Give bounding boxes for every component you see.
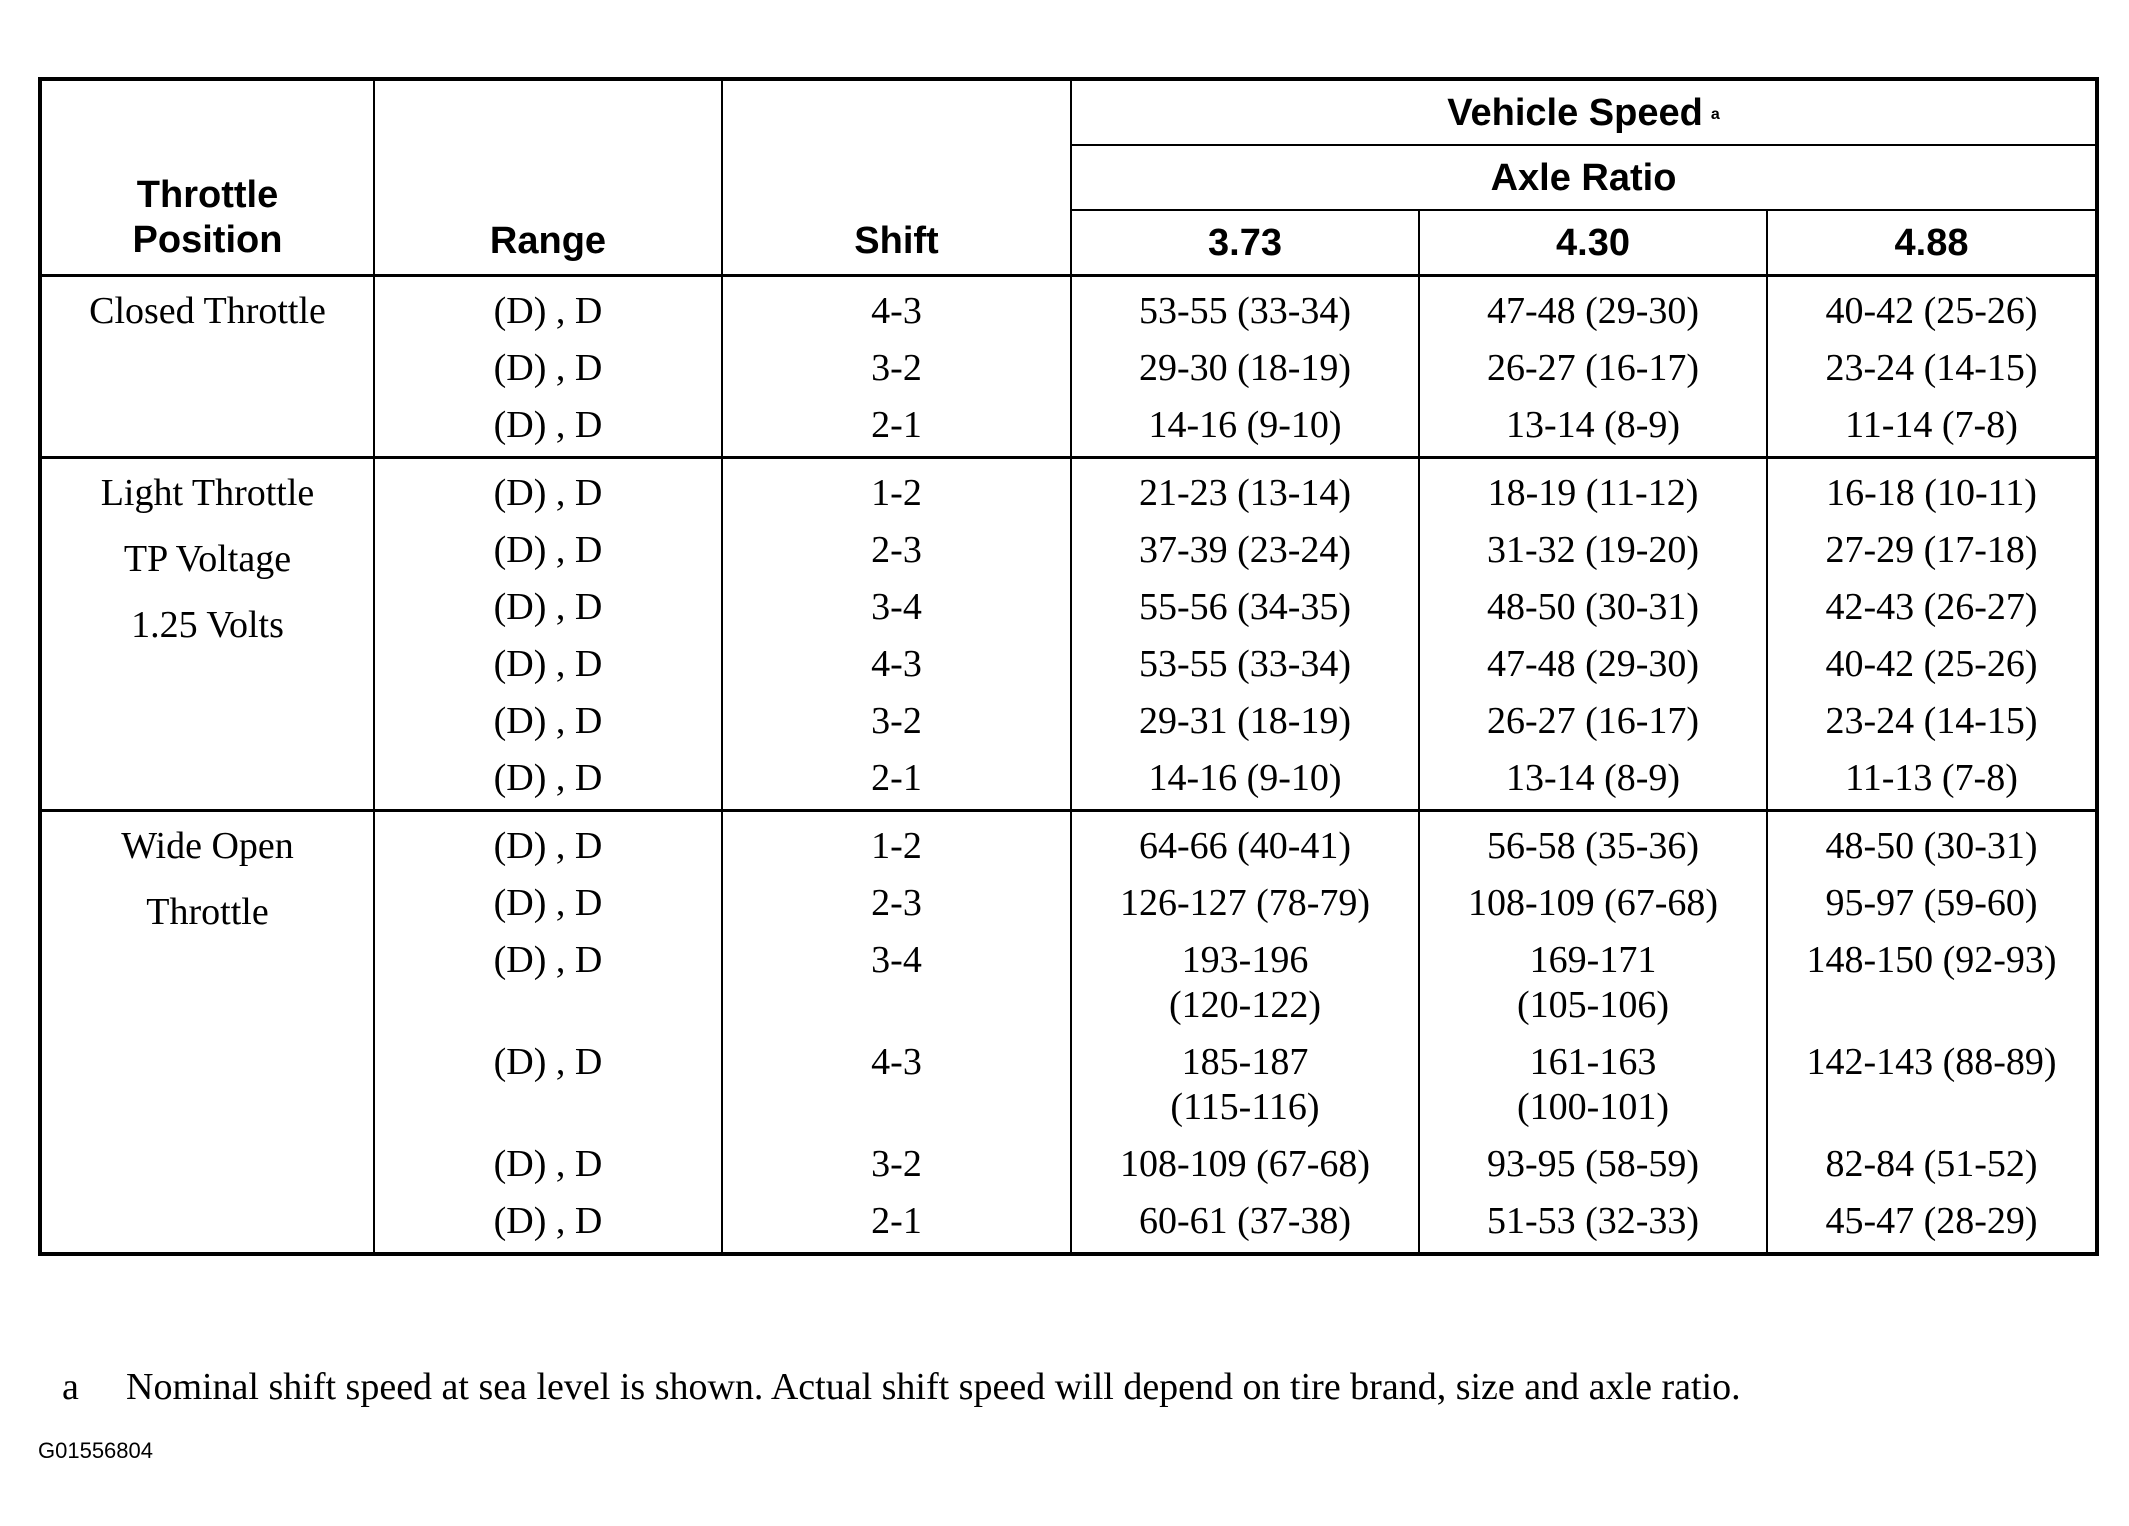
range-header: Range [374,79,722,276]
range-cell: (D) , D [374,869,722,926]
speed-value: 126-127 (78-79) [1119,882,1371,924]
shift-cell: 3-4 [722,573,1071,630]
speed-value: (120-122) [1169,984,1321,1026]
speed-cell [1419,687,1767,744]
shift-cell: 2-1 [722,391,1071,458]
header-text: Position [132,219,283,261]
speed-value: 53-55 (33-34) [1138,290,1352,332]
shift-header: Shift [722,79,1071,276]
header-text: Throttle [136,174,279,216]
shift-cell: 1-2 [722,811,1071,870]
speed-value: 142-143 (88-89) [1806,1041,2057,1083]
speed-value: 48-50 (30-31) [1486,586,1700,628]
speed-value: 11-13 (7-8) [1845,757,2018,799]
shift-cell: 2-1 [722,1187,1071,1254]
speed-value: 93-95 (58-59) [1486,1143,1700,1185]
axle-ratio-header: Axle Ratio [1071,145,2097,210]
speed-cell [1419,869,1767,926]
speed-value: 40-42 (25-26) [1825,290,2038,332]
speed-cell [1071,926,1419,1028]
speed-value: 48-50 (30-31) [1825,825,2038,867]
range-cell: (D) , D [374,391,722,458]
speed-value: 53-55 (33-34) [1138,643,1352,685]
speed-value: 14-16 (9-10) [1148,757,1342,799]
vehicle-speed-header [1071,79,2097,145]
throttle-position-cell [40,458,374,811]
speed-value: 169-171 [1529,939,1657,981]
speed-cell [1419,1130,1767,1187]
speed-value: 21-23 (13-14) [1138,472,1352,514]
range-cell: (D) , D [374,276,722,335]
speed-cell [1419,516,1767,573]
range-cell: (D) , D [374,516,722,573]
speed-cell [1071,687,1419,744]
range-cell: (D) , D [374,926,722,1028]
range-cell: (D) , D [374,1187,722,1254]
range-cell: (D) , D [374,1130,722,1187]
shift-cell: 3-4 [722,926,1071,1028]
range-cell: (D) , D [374,811,722,870]
speed-cell [1419,1028,1767,1130]
speed-value: 31-32 (19-20) [1486,529,1700,571]
speed-value: 47-48 (29-30) [1486,643,1700,685]
speed-value: 27-29 (17-18) [1825,529,2038,571]
speed-value: 64-66 (40-41) [1138,825,1352,867]
speed-value: 23-24 (14-15) [1825,700,2038,742]
speed-cell [1071,1028,1419,1130]
throttle-position-line: 1.25 Volts [131,604,284,646]
throttle-position-cell [40,276,374,458]
throttle-position-line: Light Throttle [100,472,315,514]
speed-value: 13-14 (8-9) [1505,404,1681,446]
speed-cell [1767,458,2097,517]
speed-cell [1071,869,1419,926]
speed-cell [1419,458,1767,517]
speed-cell [1767,573,2097,630]
speed-value: 26-27 (16-17) [1486,700,1700,742]
range-cell: (D) , D [374,630,722,687]
axle-ratio-column-header: 4.30 [1419,210,1767,276]
footnote-mark: a [62,1366,79,1408]
shift-cell: 1-2 [722,458,1071,517]
speed-cell [1071,1187,1419,1254]
shift-cell: 4-3 [722,276,1071,335]
figure-id: G01556804 [38,1438,153,1463]
speed-value: 108-109 (67-68) [1467,882,1719,924]
throttle-position-line: TP Voltage [123,538,292,580]
speed-cell [1767,516,2097,573]
range-cell: (D) , D [374,458,722,517]
throttle-position-line: Wide Open [121,825,294,867]
table-body [40,276,2097,1255]
speed-value: (100-101) [1517,1086,1669,1128]
throttle-position-line: Throttle [146,891,269,933]
speed-cell [1419,334,1767,391]
speed-value: 55-56 (34-35) [1138,586,1352,628]
speed-cell [1767,926,2097,1028]
speed-cell [1419,926,1767,1028]
speed-value: 29-31 (18-19) [1138,700,1352,742]
speed-value: (115-116) [1170,1086,1320,1128]
shift-cell: 2-3 [722,516,1071,573]
shift-cell: 3-2 [722,687,1071,744]
speed-cell [1419,630,1767,687]
speed-value: 26-27 (16-17) [1486,347,1700,389]
speed-cell [1071,573,1419,630]
speed-value: 18-19 (11-12) [1487,472,1699,514]
throttle-position-cell [40,811,374,1255]
range-cell: (D) , D [374,744,722,811]
speed-value: 13-14 (8-9) [1505,757,1681,799]
speed-cell [1767,811,2097,870]
speed-value: 23-24 (14-15) [1825,347,2038,389]
speed-value: 108-109 (67-68) [1119,1143,1371,1185]
table-header [40,79,2097,276]
table-row [40,811,2097,870]
speed-cell [1071,811,1419,870]
speed-value: 11-14 (7-8) [1845,404,2018,446]
table-row [40,276,2097,335]
speed-value: 42-43 (26-27) [1825,586,2038,628]
speed-cell [1071,1130,1419,1187]
speed-cell [1419,744,1767,811]
speed-cell [1419,276,1767,335]
speed-value: 14-16 (9-10) [1148,404,1342,446]
speed-cell [1767,1028,2097,1130]
throttle-position-header [40,79,374,276]
speed-cell [1767,687,2097,744]
speed-value: 56-58 (35-36) [1486,825,1700,867]
footnote [62,1365,1741,1409]
speed-cell [1419,1187,1767,1254]
speed-value: 51-53 (32-33) [1486,1200,1700,1242]
range-cell: (D) , D [374,687,722,744]
speed-cell [1767,1187,2097,1254]
speed-value: 185-187 [1181,1041,1309,1083]
speed-cell [1767,744,2097,811]
shift-speed-table [38,77,2099,1256]
speed-value: 16-18 (10-11) [1826,472,2037,514]
speed-value: 45-47 (28-29) [1825,1200,2038,1242]
speed-cell [1071,334,1419,391]
speed-value: 95-97 (59-60) [1825,882,2038,924]
range-cell: (D) , D [374,1028,722,1130]
speed-value: 40-42 (25-26) [1825,643,2038,685]
footnote-text: Nominal shift speed at sea level is shown. Actual shift speed will depend on tire brand, size and axle ratio. [126,1366,1741,1408]
header-text: Vehicle Speed [1447,91,1703,134]
speed-value: 82-84 (51-52) [1825,1143,2038,1185]
speed-value: 29-30 (18-19) [1138,347,1352,389]
speed-cell [1071,276,1419,335]
speed-cell [1071,458,1419,517]
shift-cell: 3-2 [722,1130,1071,1187]
speed-value: 37-39 (23-24) [1138,529,1352,571]
speed-cell [1071,630,1419,687]
speed-cell [1767,334,2097,391]
range-cell: (D) , D [374,573,722,630]
speed-cell [1071,391,1419,458]
speed-cell [1071,744,1419,811]
throttle-position-line: Closed Throttle [89,290,326,332]
speed-cell [1767,276,2097,335]
speed-cell [1071,516,1419,573]
footnote-reference-mark: a [1710,105,1720,123]
speed-value: 148-150 (92-93) [1806,939,2057,981]
speed-cell [1767,630,2097,687]
speed-cell [1767,1130,2097,1187]
axle-ratio-column-header: 4.88 [1767,210,2097,276]
axle-ratio-column-header: 3.73 [1071,210,1419,276]
shift-cell: 2-3 [722,869,1071,926]
speed-cell [1419,573,1767,630]
speed-value: 161-163 [1529,1041,1657,1083]
shift-cell: 3-2 [722,334,1071,391]
table-row [40,458,2097,517]
speed-cell [1767,391,2097,458]
speed-value: 47-48 (29-30) [1486,290,1700,332]
shift-cell: 4-3 [722,1028,1071,1130]
speed-cell [1767,869,2097,926]
speed-cell [1419,391,1767,458]
range-cell: (D) , D [374,334,722,391]
speed-cell [1419,811,1767,870]
speed-value: 60-61 (37-38) [1138,1200,1352,1242]
shift-cell: 4-3 [722,630,1071,687]
speed-value: 193-196 [1181,939,1309,981]
shift-cell: 2-1 [722,744,1071,811]
speed-value: (105-106) [1517,984,1669,1026]
